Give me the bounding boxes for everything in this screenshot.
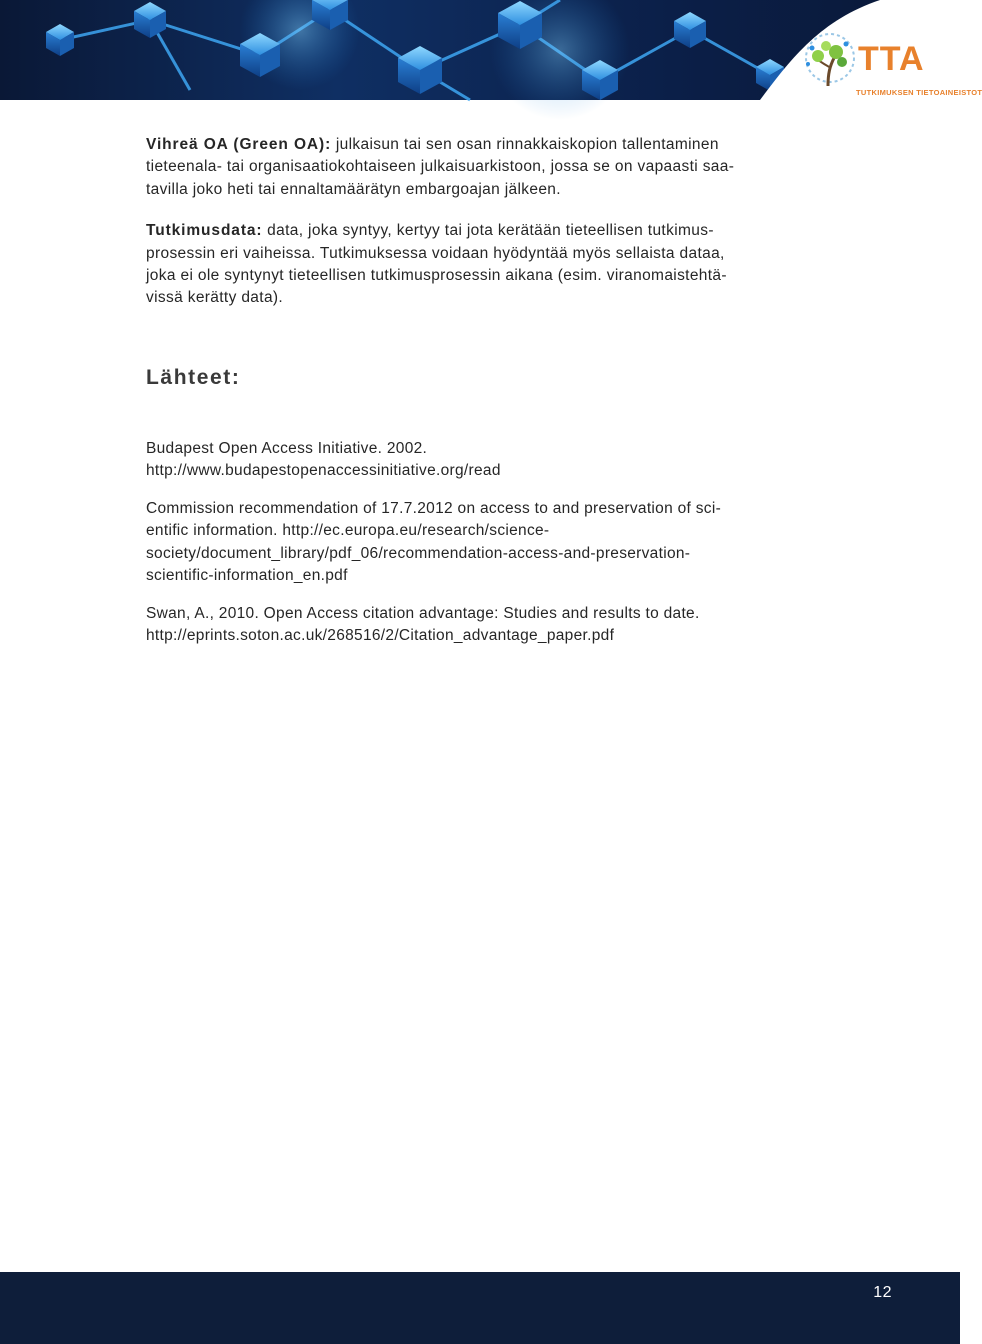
page-number: 12 — [873, 1284, 892, 1301]
term-green-oa: Vihreä OA (Green OA): — [146, 136, 332, 153]
definition-research-data — [146, 220, 813, 310]
sources-heading: Lähteet: — [146, 365, 241, 389]
logo-wordmark: TTA — [858, 40, 925, 78]
reference-link[interactable]: http://www.budapestopenaccessinitiative.org/read — [146, 462, 501, 480]
reference-link[interactable]: http://eprints.soton.ac.uk/268516/2/Citation_advantage_paper.pdf — [146, 627, 615, 645]
main-content — [146, 134, 813, 663]
logo-subtitle: TUTKIMUKSEN TIETOAINEISTOT — [856, 88, 982, 97]
reference-line: Commission recommendation of 17.7.2012 on access to and preservation of sci- — [146, 500, 722, 518]
reference-word: 2002. — [386, 439, 428, 457]
reference-word: Access — [261, 439, 314, 457]
reference-link[interactable]: society/document_library/pdf_06/recommendation-access-and-preservation- — [146, 544, 691, 562]
definition-text: prosessin eri vaiheissa. Tutkimuksessa voidaan hyödyntää myös sellaista dataa, — [146, 244, 725, 262]
definition-text: tieteenala- tai organisaatiokohtaiseen julkaisuarkistoon, jossa se on vapaasti saa- — [146, 158, 735, 176]
definition-text: tavilla joko heti tai ennaltamäärätyn embargoajan jälkeen. — [146, 180, 561, 198]
definition-text: vissä kerätty data). — [146, 289, 284, 307]
definition-text: data, joka syntyy, kertyy tai jota kerätään tieteellisen tutkimus- — [267, 222, 714, 240]
definition-green-oa — [146, 134, 813, 201]
reference-item — [146, 438, 813, 482]
footer-bar — [0, 1272, 960, 1344]
reference-link[interactable]: information. http://ec.europa.eu/research/science- — [193, 522, 550, 540]
reference-word: Open — [218, 439, 258, 457]
definition-text: joka ei ole syntynyt tieteellisen tutkimusprosessin aikana (esim. viranomaistehtä- — [146, 267, 727, 285]
reference-line: Swan, A., 2010. Open Access citation advantage: Studies and results to date. — [146, 605, 700, 623]
reference-item — [146, 603, 813, 647]
reference-line — [146, 520, 813, 542]
reference-word: entific — [146, 522, 189, 540]
reference-list — [146, 438, 813, 648]
reference-word: Budapest — [146, 439, 214, 457]
tree-icon — [800, 28, 856, 98]
tta-logo — [800, 28, 982, 104]
reference-item — [146, 498, 813, 587]
term-research-data: Tutkimusdata: — [146, 222, 263, 240]
definition-text: julkaisun tai sen osan rinnakkaiskopion tallentaminen — [335, 136, 719, 153]
reference-line — [146, 438, 813, 460]
header-banner — [0, 0, 982, 100]
reference-link[interactable]: scientific-information_en.pdf — [146, 566, 348, 584]
reference-word: Initiative. — [317, 439, 383, 457]
